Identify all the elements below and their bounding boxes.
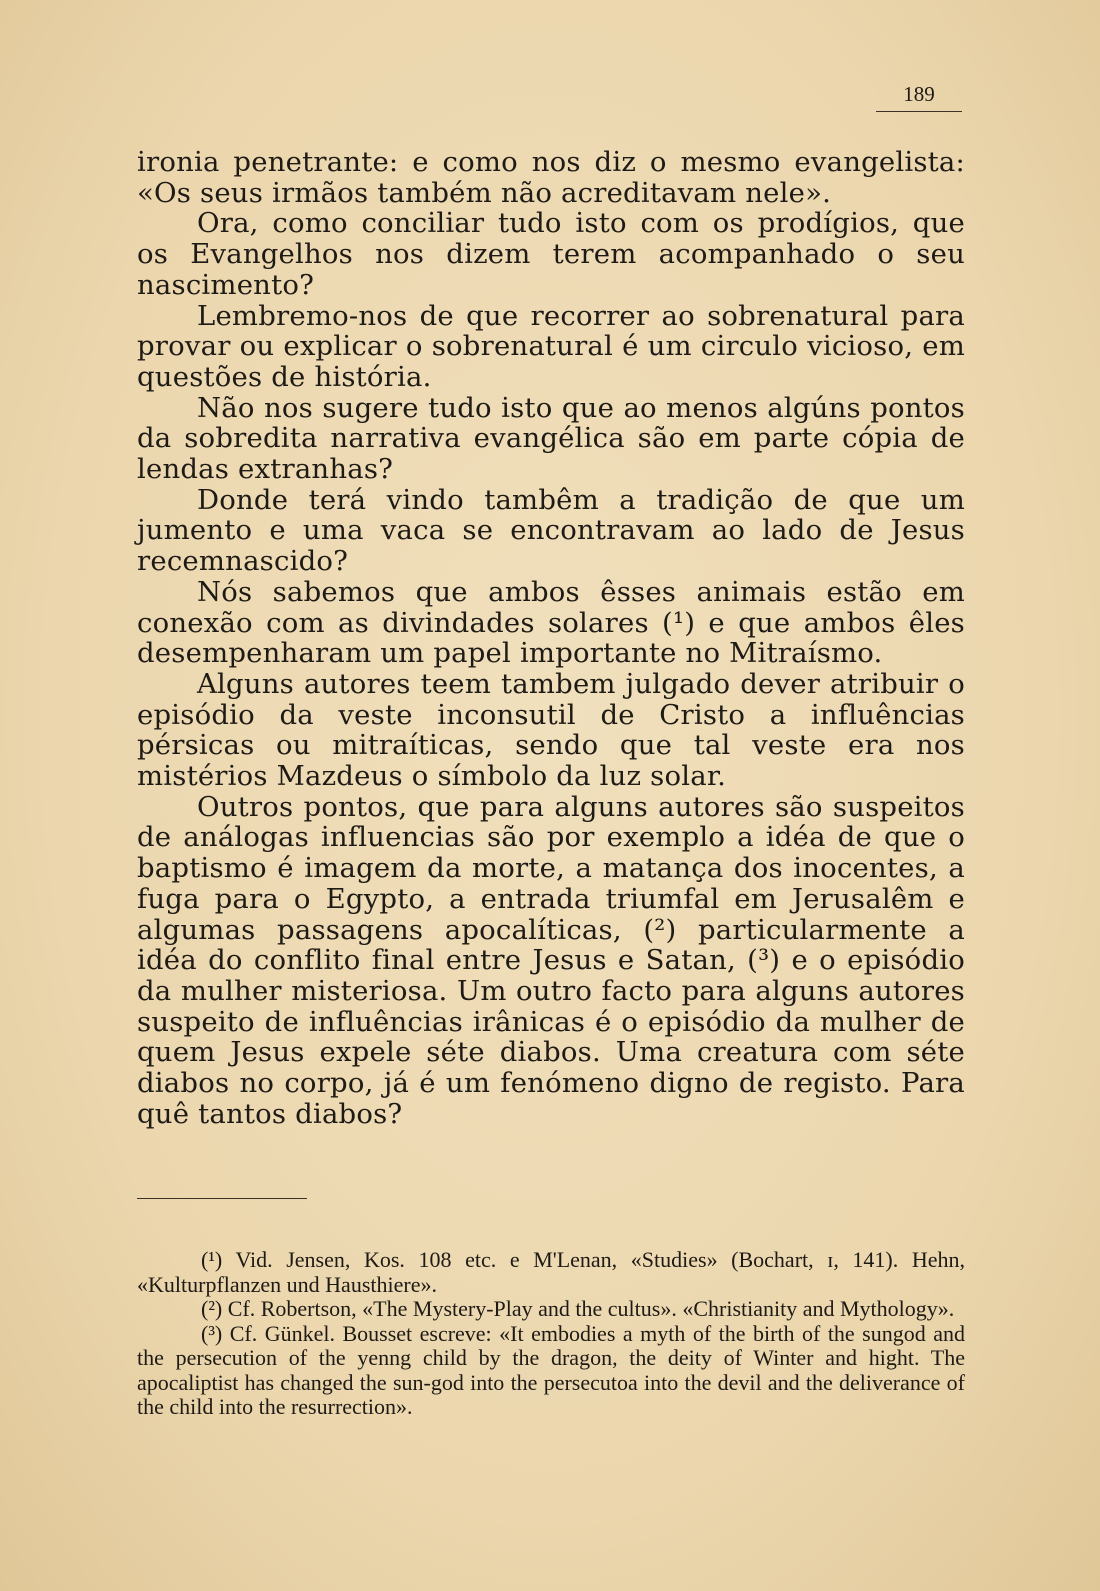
paragraph: Lembremo-nos de que recorrer ao sobrenatural para provar ou explicar o sobrenatural é um circulo vicioso, em questões de história. xyxy=(137,299,965,393)
paragraph: Outros pontos, que para alguns autores são suspeitos de análogas influencias são por exemplo a idéa de que o baptismo é imagem da morte, a matança dos inocentes, a fuga para o Egypto, a entrada triumfal em Jerusalêm e algumas passagens apocalíticas, (²) particularmente a idéa do conflito final entre Jesus e Satan, (³) e o episódio da mulher misteriosa. Um outro facto para alguns autores suspeito de influências irânicas é o episódio da mulher de quem Jesus expele séte diabos. Uma creatura com séte diabos no corpo, já é um fenómeno digno de registo. Para quê tantos diabos? xyxy=(137,790,965,1130)
footnote-separator xyxy=(137,1198,307,1199)
main-text xyxy=(137,147,965,1130)
paragraph: Não nos sugere tudo isto que ao menos algúns pontos da sobredita narrativa evangélica são em parte cópia de lendas extranhas? xyxy=(137,391,965,486)
footnotes xyxy=(137,1248,965,1420)
paragraph: Nós sabemos que ambos êsses animais estão em conexão com as divindades solares (¹) e que ambos êles desempenharam um papel importante no Mitraísmo. xyxy=(137,575,965,670)
paragraph: ironia penetrante: e como nos diz o mesmo evangelista: «Os seus irmãos também não acreditavam nele». xyxy=(137,146,965,209)
paragraph: Donde terá vindo tambêm a tradição de que um jumento e uma vaca se encontravam ao lado de Jesus recemnascido? xyxy=(137,483,965,578)
footnote: (³) Cf. Günkel. Bousset escreve: «It embodies a myth of the birth of the sungod and the persecution of the yenng child by the dragon, the deity of Winter and hight. The apocaliptist has changed the sun-god into the persecutoa into the devil and the deliverance of the child into the resurrection». xyxy=(137,1320,965,1419)
footnote: (²) Cf. Robertson, «The Mystery-Play and the cultus». «Christianity and Mythology». xyxy=(201,1296,955,1321)
page-number: 189 xyxy=(876,82,962,112)
paragraph: Ora, como conciliar tudo isto com os prodígios, que os Evangelhos nos dizem terem acompanhado o seu nascimento? xyxy=(137,207,965,301)
footnote: (¹) Vid. Jensen, Kos. 108 etc. e M'Lenan, «Studies» (Bochart, ɪ, 141). Hehn, «Kulturpflanzen und Hausthiere». xyxy=(137,1247,965,1297)
paragraph: Alguns autores teem tambem julgado dever atribuir o episódio da veste inconsutil de Cristo a influências pérsicas ou mitraíticas, sendo que tal veste era nos mistérios Mazdeus o símbolo da luz solar. xyxy=(137,667,965,793)
